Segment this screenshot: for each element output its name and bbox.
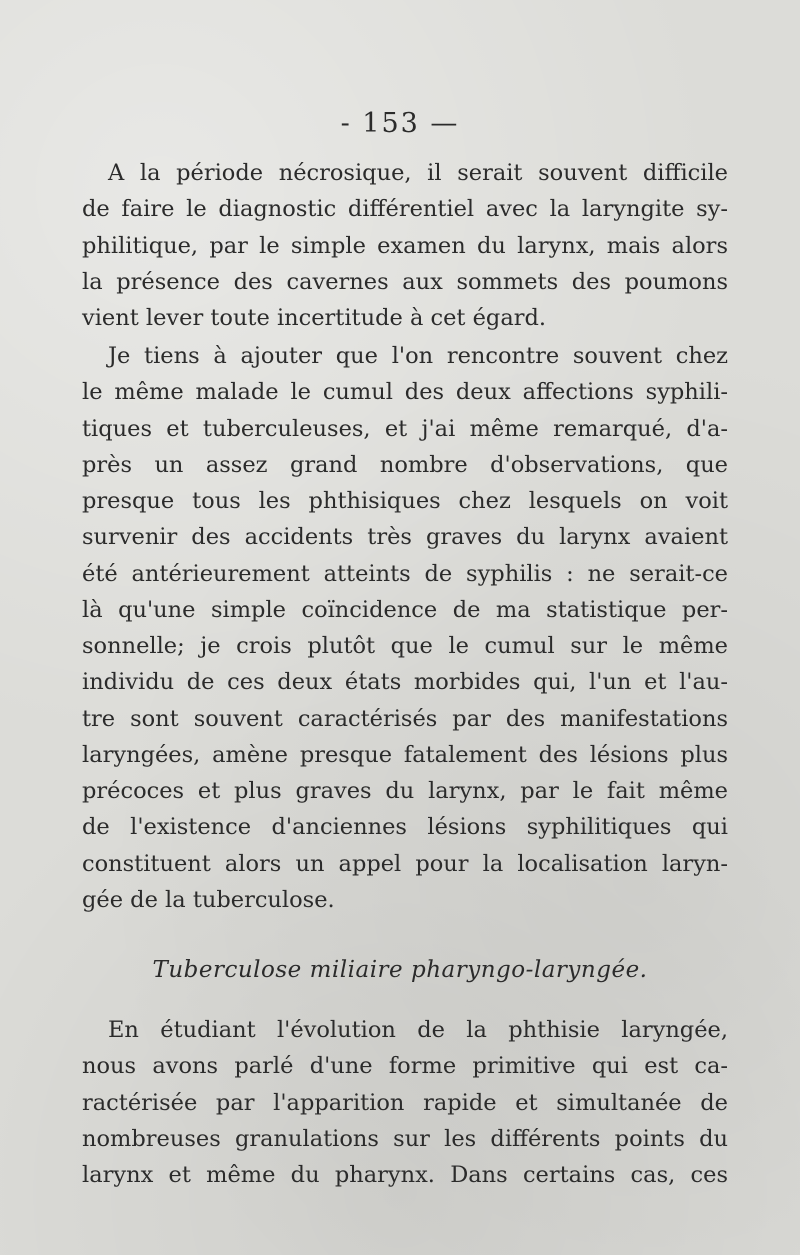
text-line: constituent alors un appel pour la localisation laryn- — [82, 850, 728, 877]
text-line: individu de ces deux états morbides qui, l'un et l'au- — [82, 669, 728, 696]
text-line: gée de la tuberculose. — [82, 886, 335, 913]
text-line: tre sont souvent caractérisés par des manifestations — [82, 705, 728, 732]
text-line: philitique, par le simple examen du larynx, mais alors — [82, 232, 728, 259]
text-line: de l'existence d'anciennes lésions syphilitiques qui — [82, 814, 728, 841]
text-line: presque tous les phthisiques chez lesquels on voit — [82, 488, 728, 514]
text-line: larynx et même du pharynx. Dans certains cas, ces — [82, 1162, 728, 1188]
text-line: de faire le diagnostic différentiel avec la laryngite sy- — [82, 196, 728, 223]
text-line: précoces et plus graves du larynx, par le fait même — [82, 778, 728, 804]
text-line: sonnelle; je crois plutôt que le cumul sur le même — [82, 633, 728, 659]
text-line: le même malade le cumul des deux affections syphili- — [82, 379, 728, 406]
text-line: vient lever toute incertitude à cet égard. — [82, 305, 547, 331]
text-line: là qu'une simple coïncidence de ma statistique per- — [82, 596, 728, 623]
text-line: près un assez grand nombre d'observations, que — [82, 451, 728, 478]
paragraph-1 — [82, 155, 728, 336]
paragraph-2 — [82, 338, 728, 918]
text-line: survenir des accidents très graves du larynx avaient — [82, 524, 728, 551]
text-line: En étudiant l'évolution de la phthisie laryngée, — [108, 1017, 728, 1043]
text-line: A la période nécrosique, il serait souvent difficile — [108, 160, 728, 186]
text-line: ractérisée par l'apparition rapide et simultanée de — [82, 1089, 728, 1116]
text-line: laryngées, amène presque fatalement des lésions plus — [82, 741, 728, 768]
section-heading: Tuberculose miliaire pharyngo-laryngée. — [152, 957, 648, 983]
text-line: la présence des cavernes aux sommets des poumons — [82, 268, 728, 295]
text-line: Je tiens à ajouter que l'on rencontre souvent chez — [108, 343, 728, 369]
text-line: nombreuses granulations sur les différents points du — [82, 1125, 728, 1152]
text-line: nous avons parlé d'une forme primitive qui est ca- — [82, 1053, 728, 1080]
text-line: été antérieurement atteints de syphilis : ne serait-ce — [82, 560, 728, 587]
page-number: - 153 — — [340, 108, 460, 139]
paragraph-3 — [82, 1012, 728, 1193]
text-line: tiques et tuberculeuses, et j'ai même remarqué, d'a- — [82, 415, 728, 442]
